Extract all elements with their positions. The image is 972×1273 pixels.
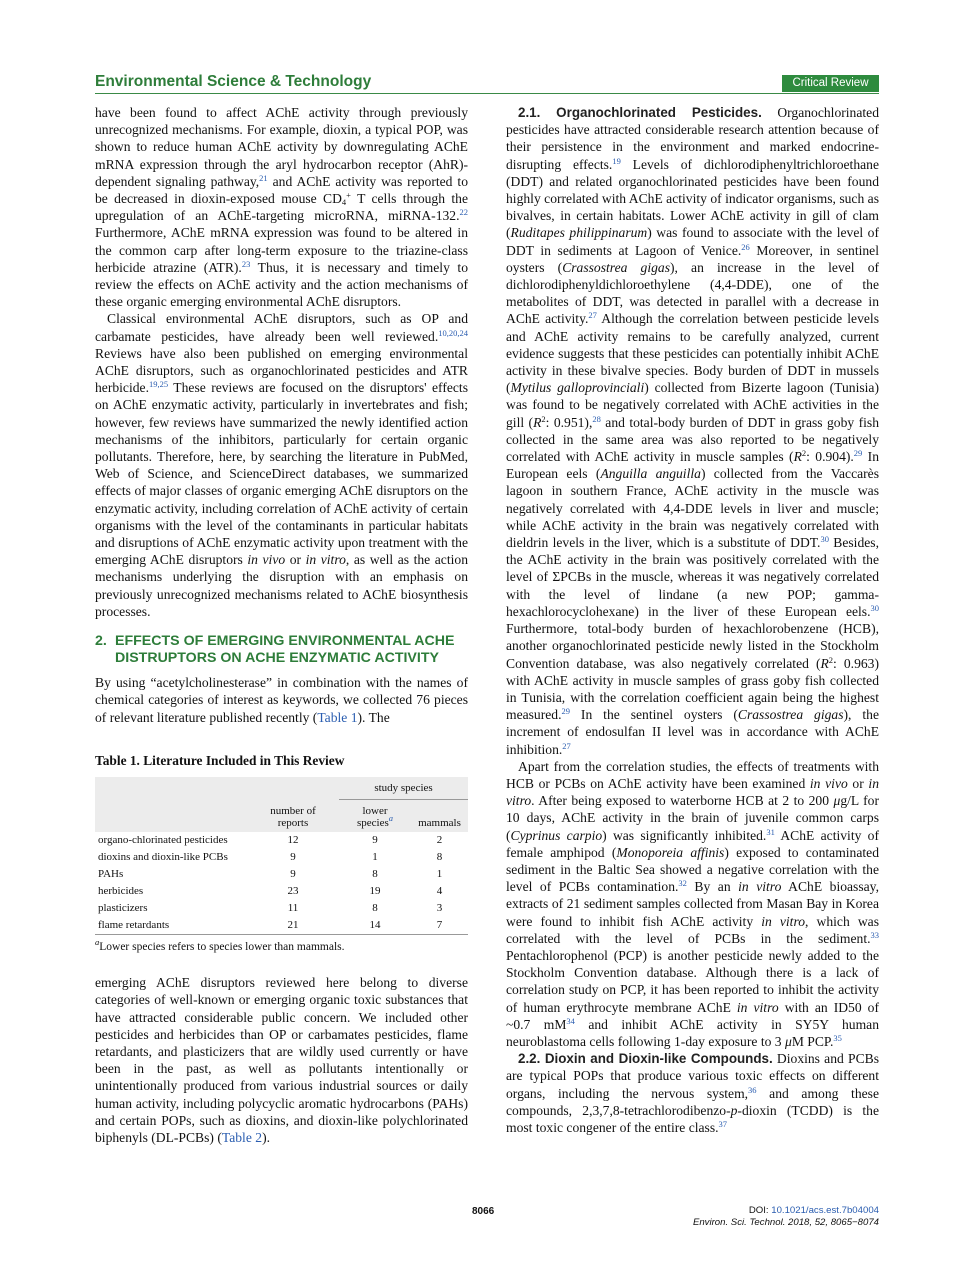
italic-text: in vivo <box>247 552 286 568</box>
text-run: and inhibit AChE activity in SY5Y human neuroblastoma cells following 1-day exposure to 3 <box>506 1016 879 1049</box>
left-column <box>95 104 468 1146</box>
citation-ref[interactable]: 29 <box>561 706 570 717</box>
text-run: Classical environmental AChE disruptors, such as OP and carbamate pesticides, have already been well reviewed. <box>95 311 468 344</box>
text-run: ) collected from the Vaccarès lagoon in southern France, AChE activity in the muscle was negatively correlated with 4,4-DDE levels in liver and muscle; while AChE activity in the brain was negatively correlated with dieldrin levels in the liver, which is a substitute of DDT. <box>506 466 879 551</box>
italic-text: Cyprinus carpio <box>510 827 603 843</box>
citation-ref[interactable]: 26 <box>741 241 750 252</box>
text-run: Reviews have also been published on emerging environmental AChE disruptors, such as organochlorinated pesticides and ATR herbicide. <box>95 345 468 396</box>
text-run: Dioxins and PCBs are typical POPs that produce various toxic effects on different organs, including the nervous system, <box>506 1051 880 1101</box>
citation-ref[interactable]: 32 <box>678 878 687 889</box>
citation-ref[interactable]: 30 <box>870 602 879 613</box>
cell-lower-species: 14 <box>339 917 411 935</box>
text-run: These reviews are focused on the disruptors' effects on AChE enzymatic activity, particularly in invertebrates and fish; however, few reviews have summarized the newly identified action mechanisms of the inhibitors, particularly for certain organic pollutants. Therefore, here, by searching the literature in PubMed, Web of Science, and ScienceDirect databases, we summarized effects of major classes of organic emerging AChE disruptors on the enzymatic activity, including correlation of AChE activity of certain organisms with the level of the contaminants in particular habitats and disruptions of AChE enzymatic activity upon treatment with the emerging AChE disruptors <box>95 380 468 568</box>
body-paragraph <box>95 674 468 726</box>
text-run: g/L for 10 days, AChE activity in the brain of juvenile common carps ( <box>506 793 879 843</box>
cell-mammals: 2 <box>436 834 443 847</box>
text-run: Organochlorinated pesticides have attracted considerable research attention because of their persistence in the environment and marked endocrine-disrupting effects. <box>506 105 879 172</box>
text-run: Although the correlation between pesticide levels and AChE activity remains to be carefully analyzed, current evidence suggests that these pesticides can potentially inhibit AChE activity in these bivalve species. Body burden of DDT in mussels ( <box>506 311 879 396</box>
table-row <box>95 883 468 900</box>
citation-ref[interactable]: 33 <box>870 929 879 940</box>
column-header: mammals <box>418 816 461 829</box>
italic-text: R <box>793 449 802 465</box>
table-ref-link[interactable]: Table 2 <box>221 1129 263 1145</box>
text-run: and AChE activity was reported to be decreased in dioxin-exposed mouse CD <box>95 173 468 207</box>
text-run: : 0.904). <box>806 449 854 465</box>
body-paragraph <box>95 104 468 310</box>
row-label: herbicides <box>98 885 144 898</box>
table-row <box>95 866 468 883</box>
citation-ref[interactable]: 29 <box>853 448 863 459</box>
text-run: with an ID50 of ~0.7 mM <box>506 999 879 1032</box>
text-run: and among these compounds, 2,3,7,8-tetrachlorodibenzo- <box>506 1085 879 1118</box>
page-number: 8066 <box>472 1206 495 1217</box>
table-caption: Table 1. Literature Included in This Review <box>95 752 345 768</box>
cell-lower-species: 8 <box>372 868 378 881</box>
footer-citation: DOI: 10.1021/acs.est.7b04004 Environ. Sci. Technol. 2018, 52, 8065−8074 <box>692 1205 879 1228</box>
text-run: T cells through the upregulation of an AChE-targeting microRNA, miRNA-132. <box>95 191 468 224</box>
column-header: lower species$^a$ <box>356 804 393 829</box>
text-run: . After being exposed to waterborne HCB at 2 to 200 <box>531 793 834 809</box>
cell-mammals: 4 <box>436 885 443 898</box>
italic-text: μ <box>833 793 841 809</box>
text-run: ) was significantly inhibited. <box>602 827 767 843</box>
cell-mammals: 1 <box>436 868 443 881</box>
text-run: , which was correlated with the level of PCBs in the sediment. <box>506 913 879 946</box>
italic-text: Crassostrea gigas <box>737 707 844 723</box>
text-run: : 0.951), <box>545 414 593 430</box>
text-run: In the sentinel oysters ( <box>569 707 738 723</box>
text-run: and total-body burden of DDT in grass goby fish collected in the same area was also reported to be negatively correlated with AChE activity in muscle samples ( <box>506 414 879 465</box>
row-label: dioxins and dioxin-like PCBs <box>98 851 228 864</box>
table-row <box>95 900 468 917</box>
table-row <box>95 849 468 866</box>
cell-reports: 11 <box>287 902 299 915</box>
text-run: ), the increment of endosulfan II level was in accordance with AChE inhibition. <box>506 707 879 757</box>
citation-ref[interactable]: 27 <box>588 310 597 321</box>
text-run: ) collected from Bizerte lagoon (Tunisia) was found to be negatively correlated with AChE activities in the gill ( <box>506 380 879 430</box>
citation-ref[interactable]: 34 <box>566 1015 575 1026</box>
text-run: ) was found to associate with the level of DDT in sediments at Lagoon of Venice. <box>506 225 879 258</box>
text-run: have been found to affect AChE activity through previously unrecognized mechanisms. For example, dioxin, a typical POP, was shown to reduce human AChE activity by downregulating AChE mRNA expression through the aryl hydrocarbon receptor (AhR)-dependent signaling pathway, <box>95 105 468 189</box>
literature-table <box>95 777 468 935</box>
article-type-badge: Critical Review <box>782 75 879 92</box>
text-run: Furthermore, total-body burden of hexachlorobenzene (HCB), another organochlorinated pesticide newly listed in the Stockholm Convention database, was also negatively correlated ( <box>506 621 879 671</box>
row-label: organo-chlorinated pesticides <box>98 834 228 847</box>
citation-ref[interactable]: 23 <box>241 258 251 269</box>
section-heading <box>95 633 468 667</box>
citation-ref[interactable]: 19,25 <box>148 379 169 390</box>
text-run: In European eels ( <box>506 449 879 482</box>
italic-text: p <box>730 1102 738 1118</box>
italic-text: R <box>820 655 829 671</box>
citation-ref[interactable]: 36 <box>748 1084 757 1095</box>
subsection-heading: 2.2. Dioxin and Dioxin-like Compounds. <box>518 1051 773 1067</box>
citation-ref[interactable]: 10,20,24 <box>438 327 468 338</box>
citation-ref[interactable]: 22 <box>459 207 468 218</box>
header-divider <box>95 93 879 94</box>
italic-text: Anguilla anguilla <box>600 466 701 482</box>
row-label: flame retardants <box>95 917 247 935</box>
italic-text: Monoporeia affinis <box>616 844 725 860</box>
subscript: 4 <box>341 197 347 208</box>
text-run: By an <box>686 879 739 895</box>
text-run: Pentachlorophenol (PCP) is another pesticide newly added to the Stockholm Convention database. Although there is a lack of correlation study on PCP, it has been reported to inhibit the activity of human erythrocyte membrane AChE <box>506 947 879 1015</box>
text-run: Moreover, in sentinel oysters ( <box>506 242 879 275</box>
text-run: ). The <box>357 709 390 725</box>
column-group-header: study species <box>339 777 468 800</box>
italic-text: in vitro <box>761 913 806 929</box>
italic-text: Ruditapes philippinarum <box>510 225 648 241</box>
cell-reports: 9 <box>290 851 296 864</box>
cell-mammals: 3 <box>436 902 443 915</box>
citation-ref[interactable]: 35 <box>833 1032 842 1043</box>
citation-ref[interactable]: 30 <box>820 534 829 545</box>
cell-mammals: 8 <box>436 851 443 864</box>
cell-reports: 23 <box>287 885 299 898</box>
cell-reports: 9 <box>290 868 296 881</box>
section-title-line: DISTRUPTORS ON ACHE ENZYMATIC ACTIVITY <box>115 650 439 667</box>
cell-reports: 21 <box>247 917 339 935</box>
column-header: number of reports <box>270 804 316 829</box>
text-run: emerging AChE disruptors reviewed here belong to diverse categories of well-known or emerging organic toxic substances that have attracted considerable public concern. We included other pesticides and herbicides than OP or carbamates pesticides, flame retardants, and plasticizers that are wildly used currently or have been in the past, as well as pollutants intentionally or unintentionally produced from various industrial sources or daily human activity, including polycyclic aromatic hydrocarbons (PAHs) and certain POPs, such as dioxins, and dioxin-like polychlorinated biphenyls (DL-PCBs) ( <box>95 975 468 1145</box>
text-run: AChE bioassay, extracts of 21 sediment samples collected from Masan Bay in Korea were found to inhibit fish AChE activity <box>506 879 879 929</box>
text-run: ). <box>262 1129 271 1145</box>
cell-mammals: 7 <box>411 917 468 935</box>
italic-text: in vitro <box>738 879 782 895</box>
citation-ref[interactable]: 21 <box>259 172 268 183</box>
text-run: AChE activity of female amphipod ( <box>506 827 879 860</box>
row-label: plasticizers <box>98 902 148 915</box>
italic-text: in vitro <box>736 999 779 1015</box>
subsection-heading: 2.1. Organochlorinated Pesticides. <box>518 105 762 120</box>
text-run: Levels of dichlorodiphenyltrichloroethane (DDT) and related organochlorinated pesticides have been found highly correlated with AChE activity of indicator organisms, such as bivalves, in certain habitats. Lower AChE activity in gill of clam ( <box>506 156 879 241</box>
text-run: M PCP. <box>791 1033 834 1049</box>
section-number: 2. <box>95 633 107 650</box>
text-run: ), an increase in the level of dichlorodiphenyldichloroethylene (4,4-DDE), one of the metabolites of DDT, was detected in parallel with a decrease in AChE activity. <box>506 259 880 327</box>
text-run: By using “acetylcholinesterase” in combination with the names of chemical categories of interest as keywords, we collected 76 pieces of relevant literature published recently ( <box>95 675 468 725</box>
citation-ref[interactable]: 37 <box>718 1118 728 1129</box>
cell-reports: 12 <box>287 834 299 847</box>
cell-lower-species: 19 <box>369 885 381 898</box>
italic-text: Crassostrea gigas <box>562 259 670 275</box>
cell-lower-species: 8 <box>372 902 378 915</box>
text-run: Thus, it is necessary and timely to review the effects on AChE activity and the action mechanisms of these organic emerging environmental AChE disruptors. <box>95 259 468 310</box>
citation-ref[interactable]: 19 <box>612 155 621 166</box>
superscript: 2 <box>541 413 546 424</box>
superscript: 2 <box>801 448 807 459</box>
citation-ref[interactable]: 31 <box>766 826 775 837</box>
cell-lower-species: 1 <box>372 851 378 864</box>
text-run: Apart from the correlation studies, the effects of treatments with HCB or PCBs on AChE activity have been examined <box>506 758 879 791</box>
italic-text: μ <box>784 1033 792 1049</box>
table-ref-link[interactable]: Table 1 <box>317 709 358 725</box>
journal-title: Environmental Science & Technology <box>95 73 372 90</box>
cell-lower-species: 9 <box>372 834 378 847</box>
body-paragraph <box>95 310 468 620</box>
body-paragraph <box>506 758 879 1050</box>
text-run: Besides, the AChE activity in the brain was positively correlated with the level of ΣPCBs in the muscle, whereas it was negatively correlated with the level of lindane (a new POP; gamma-hexachlorocyclohexane) in the liver of these European eels. <box>506 535 879 619</box>
doi-link[interactable]: 10.1021/acs.est.7b04004 <box>771 1205 879 1216</box>
table-row <box>95 917 468 935</box>
section-title-line: EFFECTS OF EMERGING ENVIRONMENTAL ACHE <box>115 633 455 650</box>
body-paragraph <box>506 1050 879 1136</box>
superscript: 2 <box>828 654 834 665</box>
text-run: : 0.963) with AChE activity in muscle samples of grass goby fish collected in Tunisia, with the correlation coefficient again being the highest measured. <box>506 655 879 723</box>
text-run: Furthermore, AChE mRNA expression was found to be altered in the common carp after long-term exposure to the triazine-class herbicide atrazine (ATR). <box>95 225 468 275</box>
citation-ref[interactable]: 27 <box>562 740 571 751</box>
row-label: PAHs <box>98 868 124 881</box>
italic-text: in vitro <box>305 552 346 568</box>
table-footnote: $^a$Lower species refers to species lower than mammals. <box>95 936 345 953</box>
body-paragraph <box>95 974 468 1146</box>
table-row <box>95 832 468 849</box>
italic-text: Mytilus galloprovinciali <box>510 380 645 396</box>
text-run: ) exposed to contaminated sediment in the Baltic Sea showed a negative correlation with the level of PCBs contamination. <box>506 844 879 895</box>
italic-text: in vivo <box>809 775 848 791</box>
text-run: , as well as the action mechanisms underlying the disruption with an emphasis on previously unrecognized mechanisms related to AChE biosynthesis processes. <box>95 552 468 619</box>
citation-ref[interactable]: 28 <box>592 413 601 424</box>
body-paragraph <box>506 104 879 758</box>
superscript: + <box>346 190 351 201</box>
text-run: -dioxin (TCDD) is the most toxic congener of the entire class. <box>506 1102 879 1135</box>
italic-text: R <box>533 414 542 430</box>
right-column <box>506 104 879 1136</box>
text-run: or <box>847 775 869 791</box>
italic-text: in vitro <box>506 775 879 809</box>
text-run: or <box>285 552 306 568</box>
